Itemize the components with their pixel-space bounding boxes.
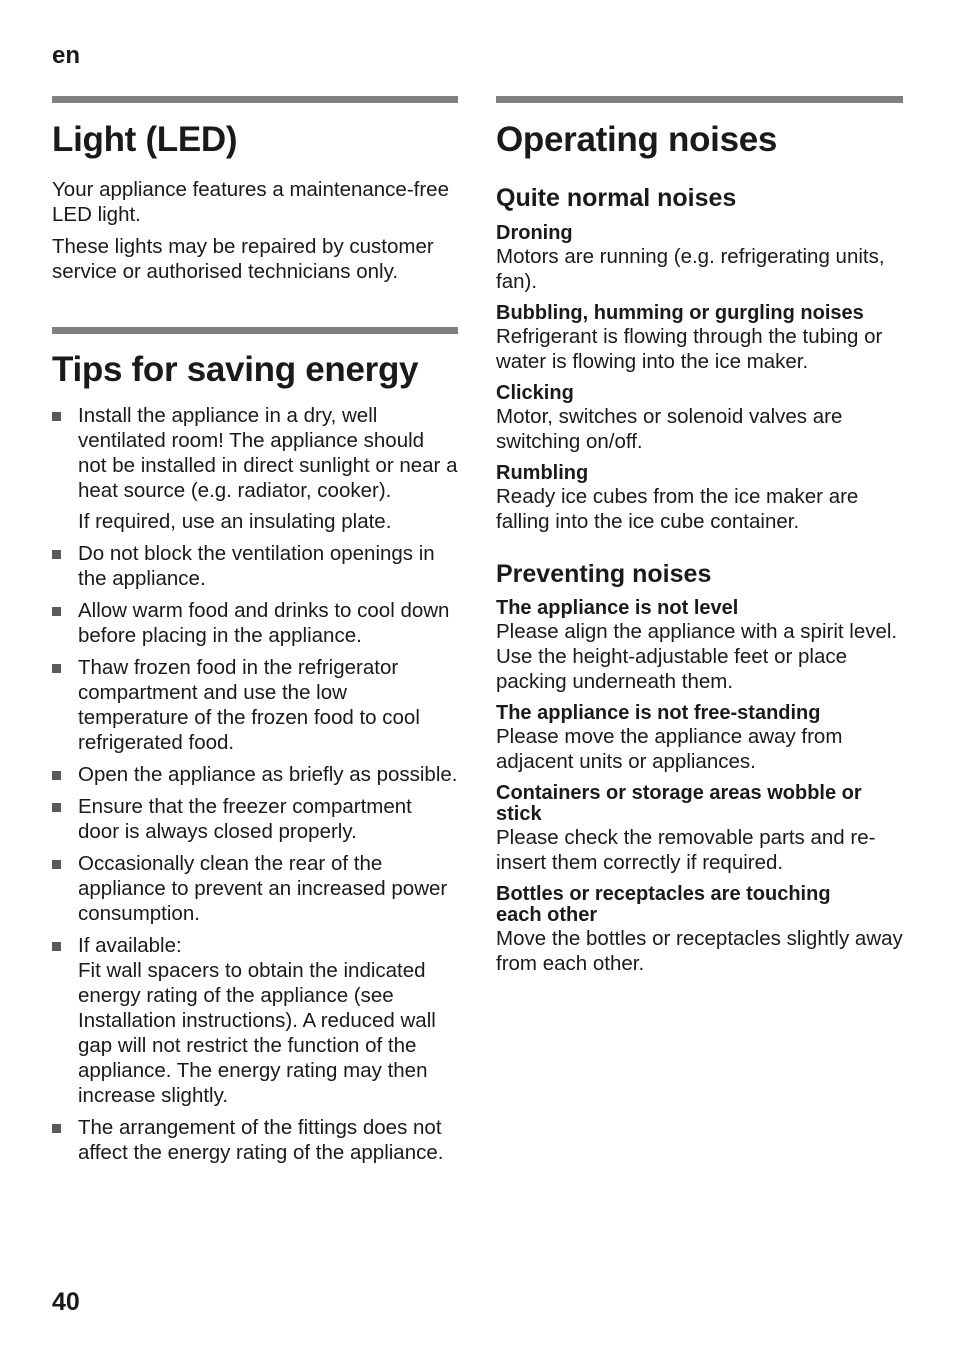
- list-item-text: Fit wall spacers to obtain the indicated energy rating of the appliance (see Installation instructions). A reduced wall gap will not restrict the function of the appliance. The energy rating may then increase slightly.: [78, 959, 436, 1107]
- list-item: [52, 655, 458, 755]
- energy-heading: Tips for saving energy: [52, 350, 419, 389]
- noises-section: [496, 96, 903, 976]
- droning-title: Droning: [496, 222, 573, 244]
- bullet-square-icon: [52, 1124, 61, 1133]
- list-item-text: Ensure that the freezer compartment door is always closed properly.: [78, 795, 412, 843]
- bullet-square-icon: [52, 607, 61, 616]
- list-item-lead: If available:: [78, 934, 182, 957]
- list-item: [52, 762, 458, 787]
- light-paragraph-2: These lights may be repaired by customer service or authorised technicians only.: [52, 235, 434, 283]
- not-free-standing-text: Please move the appliance away from adjacent units or appliances.: [496, 725, 843, 773]
- bottles-title: Bottles or receptacles are touching each other: [496, 883, 831, 926]
- section-divider: [496, 96, 903, 103]
- bullet-square-icon: [52, 550, 61, 559]
- clicking-title: Clicking: [496, 382, 574, 404]
- list-item: [52, 794, 458, 844]
- light-paragraph-1: Your appliance features a maintenance-free LED light.: [52, 178, 449, 226]
- bullet-square-icon: [52, 860, 61, 869]
- bullet-square-icon: [52, 803, 61, 812]
- bubbling-text: Refrigerant is flowing through the tubing or water is flowing into the ice maker.: [496, 325, 883, 373]
- page-number: 40: [52, 1288, 80, 1316]
- list-item-text: Open the appliance as briefly as possible.: [78, 763, 458, 786]
- list-item-note: If required, use an insulating plate.: [78, 510, 392, 533]
- energy-section: [52, 327, 458, 1165]
- bubbling-title: Bubbling, humming or gurgling noises: [496, 302, 864, 324]
- preventing-noises-heading: Preventing noises: [496, 560, 712, 588]
- rumbling-title: Rumbling: [496, 462, 589, 484]
- list-item: [52, 851, 458, 926]
- light-section: [52, 96, 458, 284]
- bullet-square-icon: [52, 664, 61, 673]
- left-column: [52, 96, 458, 1172]
- bottles-text: Move the bottles or receptacles slightly away from each other.: [496, 927, 903, 975]
- section-divider: [52, 96, 458, 103]
- list-item-text: Occasionally clean the rear of the appliance to prevent an increased power consumption.: [78, 852, 448, 925]
- list-item: [52, 403, 458, 503]
- section-divider: [52, 327, 458, 334]
- list-item-text: Thaw frozen food in the refrigerator compartment and use the low temperature of the frozen food to cool refrigerated food.: [78, 656, 420, 754]
- clicking-text: Motor, switches or solenoid valves are switching on/off.: [496, 405, 843, 453]
- list-item-text: Do not block the ventilation openings in the appliance.: [78, 542, 435, 590]
- energy-tips-list: [52, 403, 458, 503]
- bullet-square-icon: [52, 412, 61, 421]
- not-level-text: Please align the appliance with a spirit level. Use the height-adjustable feet or place packing underneath them.: [496, 620, 898, 693]
- language-label: en: [52, 42, 81, 69]
- list-item-text: Allow warm food and drinks to cool down before placing in the appliance.: [78, 599, 450, 647]
- list-item: [52, 933, 458, 1108]
- list-item: [52, 541, 458, 591]
- light-heading: Light (LED): [52, 120, 238, 159]
- bullet-square-icon: [52, 771, 61, 780]
- not-free-standing-title: The appliance is not free-standing: [496, 702, 821, 724]
- wobble-text: Please check the removable parts and re-insert them correctly if required.: [496, 826, 876, 874]
- normal-noises-heading: Quite normal noises: [496, 184, 737, 212]
- list-item: [52, 598, 458, 648]
- list-item-text: Install the appliance in a dry, well ventilated room! The appliance should not be installed in direct sunlight or near a heat source (e.g. radiator, cooker).: [78, 404, 458, 502]
- wobble-title: Containers or storage areas wobble or stick: [496, 782, 862, 825]
- droning-text: Motors are running (e.g. refrigerating units, fan).: [496, 245, 885, 293]
- noises-heading: Operating noises: [496, 120, 778, 159]
- right-column: [496, 96, 903, 976]
- rumbling-text: Ready ice cubes from the ice maker are falling into the ice cube container.: [496, 485, 859, 533]
- list-item-text: The arrangement of the fittings does not affect the energy rating of the appliance.: [78, 1116, 444, 1164]
- bullet-square-icon: [52, 942, 61, 951]
- not-level-title: The appliance is not level: [496, 597, 739, 619]
- energy-tips-list-continued: [52, 541, 458, 1165]
- list-item: [52, 1115, 458, 1165]
